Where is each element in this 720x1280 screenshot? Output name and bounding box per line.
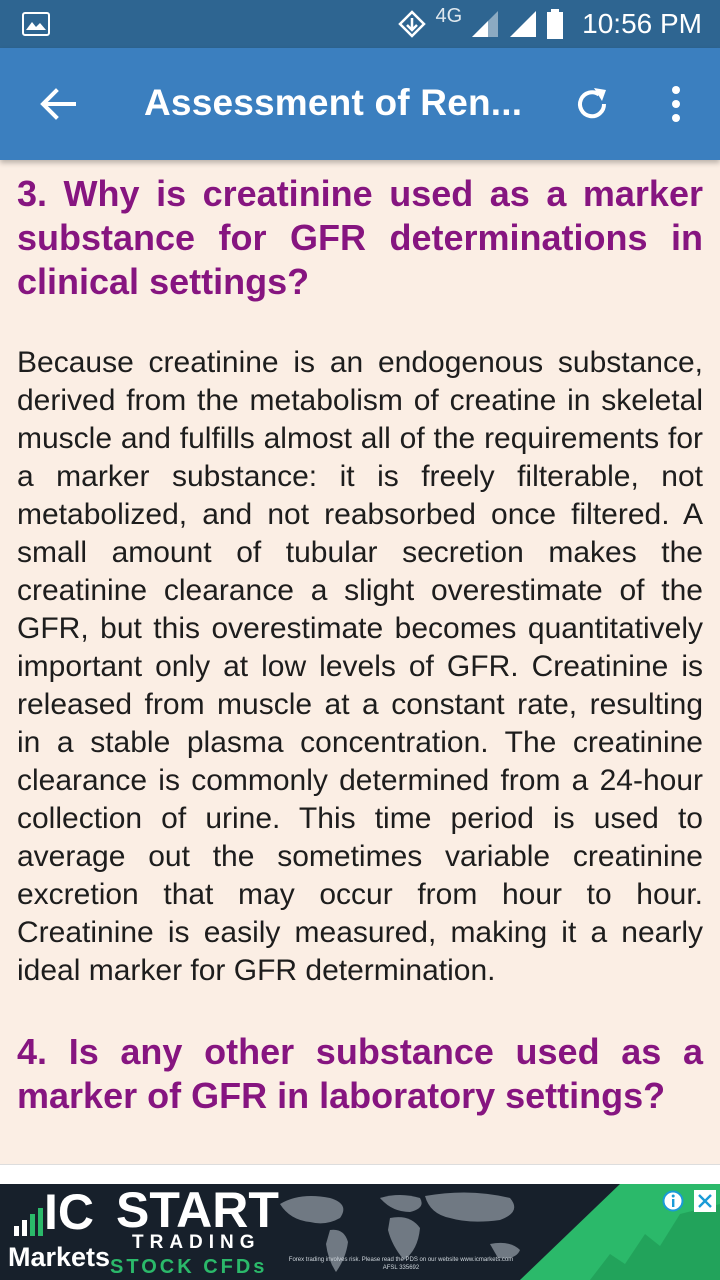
ic-markets-logo-bars [14, 1206, 44, 1236]
status-bar [0, 0, 720, 48]
ad-disclaimer: Forex trading involves risk. Please read the PDS on our website www.icmarkets.com AFSL 335692 [288, 1257, 514, 1271]
question-3-heading: 3. Why is creatinine used as a marker substance for GFR determinations in clinical settings? [17, 173, 703, 302]
signal-icon-2 [508, 9, 538, 39]
banner-ad[interactable] [0, 1184, 720, 1280]
ad-divider [0, 1164, 720, 1184]
ad-subline: TRADING [132, 1232, 261, 1253]
question-4-heading: 4. Is any other substance used as a marker of GFR in laboratory settings? [17, 1031, 703, 1116]
image-notification-icon [22, 12, 50, 36]
clock: 10:56 PM [582, 8, 702, 39]
signal-icon-1 [470, 9, 500, 39]
ad-info-icon[interactable] [662, 1190, 684, 1212]
ad-headline: START [116, 1184, 279, 1238]
green-chart-graphic [480, 1184, 720, 1280]
back-arrow-icon[interactable] [36, 82, 80, 126]
data-saver-icon [397, 9, 427, 39]
app-bar [0, 48, 720, 160]
ad-brand-ic: IC [44, 1184, 94, 1240]
battery-icon [546, 8, 564, 40]
ad-tagline: STOCK CFDs [110, 1256, 268, 1278]
more-options-icon[interactable] [656, 82, 696, 126]
network-type: 4G [435, 4, 463, 27]
answer-3-paragraph: Because creatinine is an endogenous substance, derived from the metabolism of creatine in skeletal muscle and fulfills almost all of the requirements for a marker substance: it is freely filterable, not metabolized, and not reabsorbed once filtered. A small amount of tubular secretion makes the creatinine clearance a slight overestimate of the GFR, but this overestimate becomes quantitatively important only at low levels of GFR. Creatinine is released from muscle at a constant rate, resulting in a stable plasma concentration. The creatinine clearance is commonly determined from a 24-hour collection of urine. This time period is used to average out the sometimes variable creatinine excretion that may occur from hour to hour. Creatinine is easily measured, making it a nearly ideal marker for GFR determination. [17, 346, 703, 987]
article-content[interactable] [0, 160, 720, 1164]
page-title: Assessment of Ren... [144, 82, 523, 123]
refresh-icon[interactable] [570, 82, 614, 126]
ad-brand-markets: Markets [8, 1242, 111, 1272]
ad-close-icon[interactable] [694, 1190, 716, 1212]
